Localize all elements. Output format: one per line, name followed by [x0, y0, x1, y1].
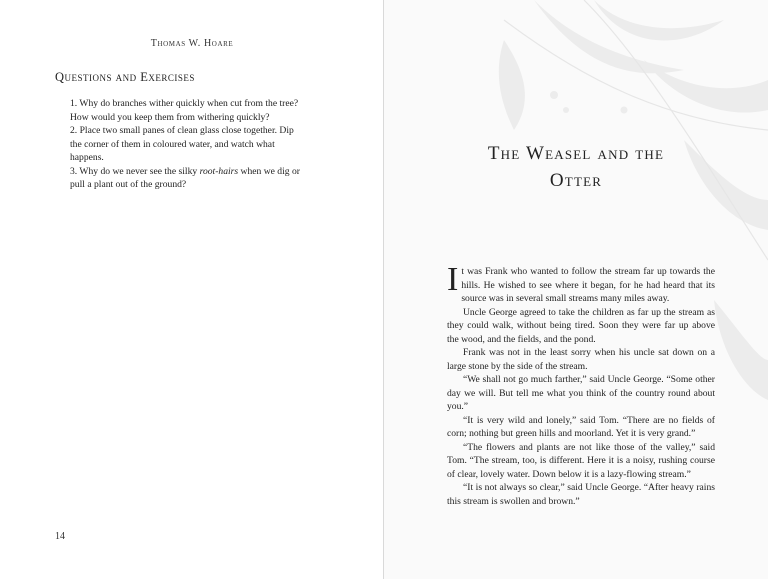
question-text-tail: when we dig or pull a plant out of the ground?: [70, 165, 300, 190]
chapter-body: [447, 261, 715, 508]
running-head: Thomas W. Hoare: [150, 38, 234, 49]
question-text: 1. Why do branches wither quickly when cut from the tree? How would you keep them from withering quickly?: [70, 98, 299, 123]
chapter-title-line: Otter: [549, 170, 603, 191]
paragraph: “It is not always so clear,” said Uncle George. “After heavy rains this stream is swollen and brown.”: [447, 482, 715, 507]
paragraph: Uncle George agreed to take the children as far up the stream as they could walk, without being tired. Soon they were far up above the wood, and the fields, and the pond.: [447, 306, 715, 345]
question-item: [70, 97, 302, 124]
question-item: [70, 124, 302, 165]
section-title: Questions and Exercises: [55, 70, 195, 84]
chapter-title: [384, 140, 768, 194]
questions-list: [70, 97, 302, 192]
drop-cap: I: [447, 261, 459, 298]
paragraph: [447, 261, 715, 306]
question-text: 2. Place two small panes of clean glass close together. Dip the corner of them in coloured water, and watch what happens.: [70, 125, 294, 163]
page-number: 14: [55, 531, 65, 542]
right-page: [384, 0, 768, 579]
paragraph: “We shall not go much farther,” said Uncle George. “Some other day we will. But tell me what you think of the country round about you.”: [447, 374, 715, 412]
paragraph: Frank was not in the least sorry when his uncle sat down on a large stone by the side of the stream.: [447, 347, 715, 372]
paragraph: “The flowers and plants are not like those of the valley,” said Tom. “The stream, too, is different. Here it is a noisy, rushing course of clear, lovely water. Down below it is a lazy-flowing stream.”: [447, 441, 715, 480]
question-emphasis: root-hairs: [199, 165, 239, 177]
paragraph: “It is very wild and lonely,” said Tom. “There are no fields of corn; nothing but green hills and moorland. Yet it is very grand.”: [447, 414, 715, 439]
chapter-title-line: The Weasel and the: [487, 143, 665, 164]
question-item: [70, 165, 302, 192]
paragraph-text: t was Frank who wanted to follow the stream far up towards the hills. He wished to see where it began, for he had heard that its source was in several small streams many miles away.: [461, 266, 715, 304]
question-text: 3. Why do we never see the silky: [70, 165, 200, 177]
